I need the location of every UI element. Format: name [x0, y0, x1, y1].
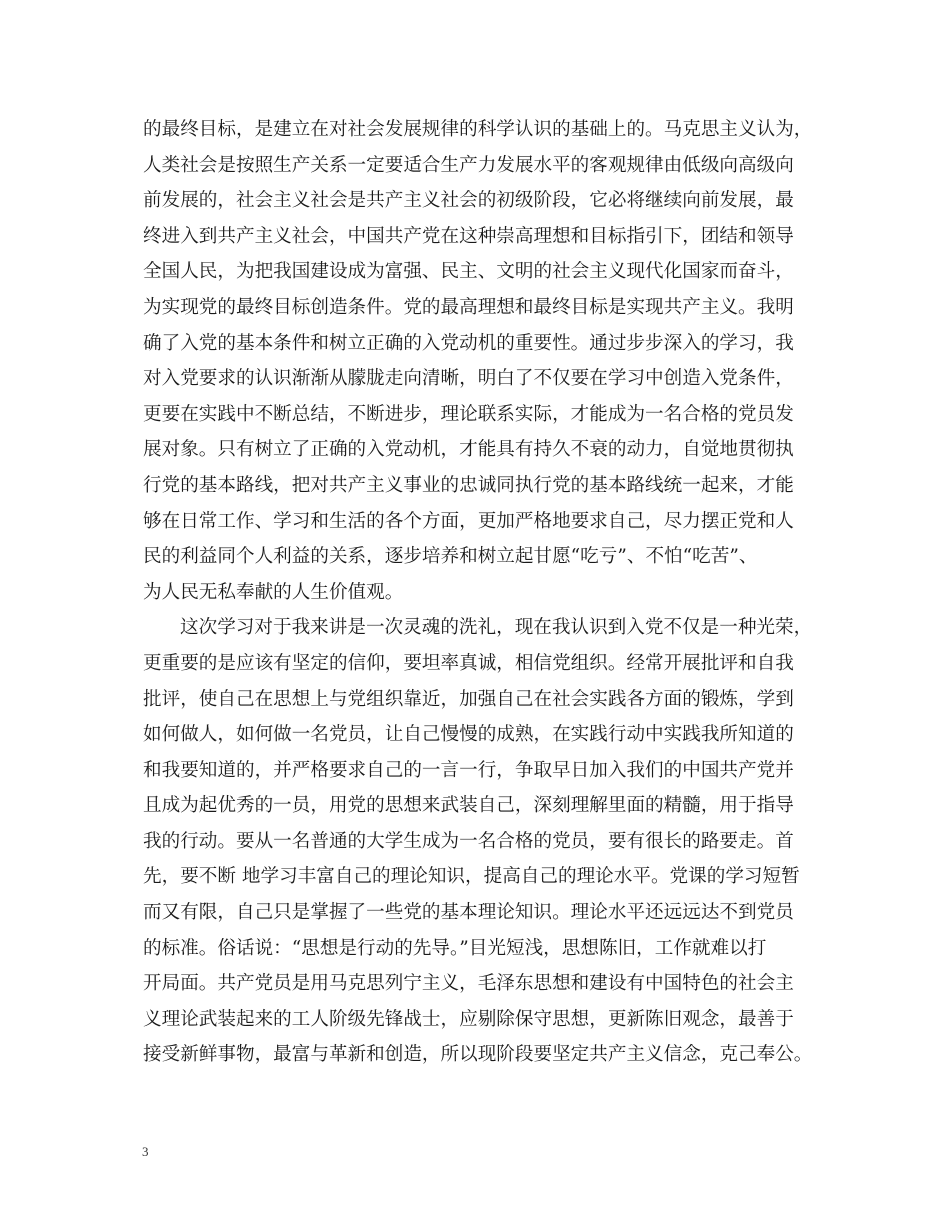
text-line: 人类社会是按照生产关系一定要适合生产力发展水平的客观规律由低级向高级向: [143, 154, 794, 176]
text-line: 前发展的，社会主义社会是共产主义社会的初级阶段，它必将继续向前发展，最: [143, 190, 794, 212]
text-line: 更重要的是应该有坚定的信仰，要坦率真诚，相信党组织。经常开展批评和自我: [143, 652, 794, 674]
text-line: 且成为起优秀的一员，用党的思想来武装自己，深刻理解里面的精髓，用于指导: [143, 795, 794, 817]
text-line: 而又有限，自己只是掌握了一些党的基本理论知识。理论水平还远远达不到党员: [143, 902, 794, 924]
text-line: 接受新鲜事物，最富与革新和创造，所以现阶段要坚定共产主义信念，克己奉公。: [143, 1044, 813, 1066]
document-body: [143, 112, 823, 1073]
text-line: 我的行动。要从一名普通的大学生成为一名合格的党员，要有很长的路要走。首: [143, 830, 794, 852]
paragraph-2: [143, 610, 823, 1073]
page-number: 3: [142, 1144, 149, 1159]
text-line: 如何做人，如何做一名党员，让自己慢慢的成熟，在实践行动中实践我所知道的: [143, 724, 794, 746]
paragraph-1: [143, 112, 823, 610]
text-line: 义理论武装起来的工人阶级先锋战士，应剔除保守思想，更新陈旧观念，最善于: [143, 1008, 794, 1030]
text-line: 全国人民，为把我国建设成为富强、民主、文明的社会主义现代化国家而奋斗，: [143, 261, 794, 283]
text-line: 展对象。只有树立了正确的入党动机，才能具有持久不衰的动力，自觉地贯彻执: [143, 439, 794, 461]
text-line: 更要在实践中不断总结，不断进步，理论联系实际，才能成为一名合格的党员发: [143, 403, 794, 425]
text-line: 为人民无私奉献的人生价值观。: [143, 581, 404, 603]
text-line: 这次学习对于我来讲是一次灵魂的洗礼，现在我认识到入党不仅是一种光荣，: [180, 617, 813, 639]
text-line: 为实现党的最终目标创造条件。党的最高理想和最终目标是实现共产主义。我明: [143, 296, 794, 318]
text-line: 和我要知道的，并严格要求自己的一言一行，争取早日加入我们的中国共产党并: [143, 759, 794, 781]
text-line: 的最终目标，是建立在对社会发展规律的科学认识的基础上的。马克思主义认为，: [143, 119, 813, 140]
text-line: 对入党要求的认识渐渐从朦胧走向清晰，明白了不仅要在学习中创造入党条件，: [143, 368, 794, 390]
text-line: 终进入到共产主义社会，中国共产党在这种崇高理想和目标指引下，团结和领导: [143, 225, 794, 247]
text-line: 开局面。共产党员是用马克思列宁主义，毛泽东思想和建设有中国特色的社会主: [143, 973, 794, 995]
text-line: 民的利益同个人利益的关系，逐步培养和树立起甘愿“吃亏”、不怕“吃苦”、: [143, 546, 758, 568]
text-line: 的标准。俗话说：“思想是行动的先导。”目光短浅，思想陈旧，工作就难以打: [143, 937, 767, 959]
text-line: 先，要不断 地学习丰富自己的理论知识，提高自己的理论水平。党课的学习短暂: [143, 866, 800, 888]
text-line: 批评，使自己在思想上与党组织靠近，加强自己在社会实践各方面的锻炼，学到: [143, 688, 794, 710]
text-line: 行党的基本路线，把对共产主义事业的忠诚同执行党的基本路线统一起来，才能: [143, 474, 794, 496]
text-line: 够在日常工作、学习和生活的各个方面，更加严格地要求自己，尽力摆正党和人: [143, 510, 794, 532]
text-line: 确了入党的基本条件和树立正确的入党动机的重要性。通过步步深入的学习，我: [143, 332, 794, 354]
